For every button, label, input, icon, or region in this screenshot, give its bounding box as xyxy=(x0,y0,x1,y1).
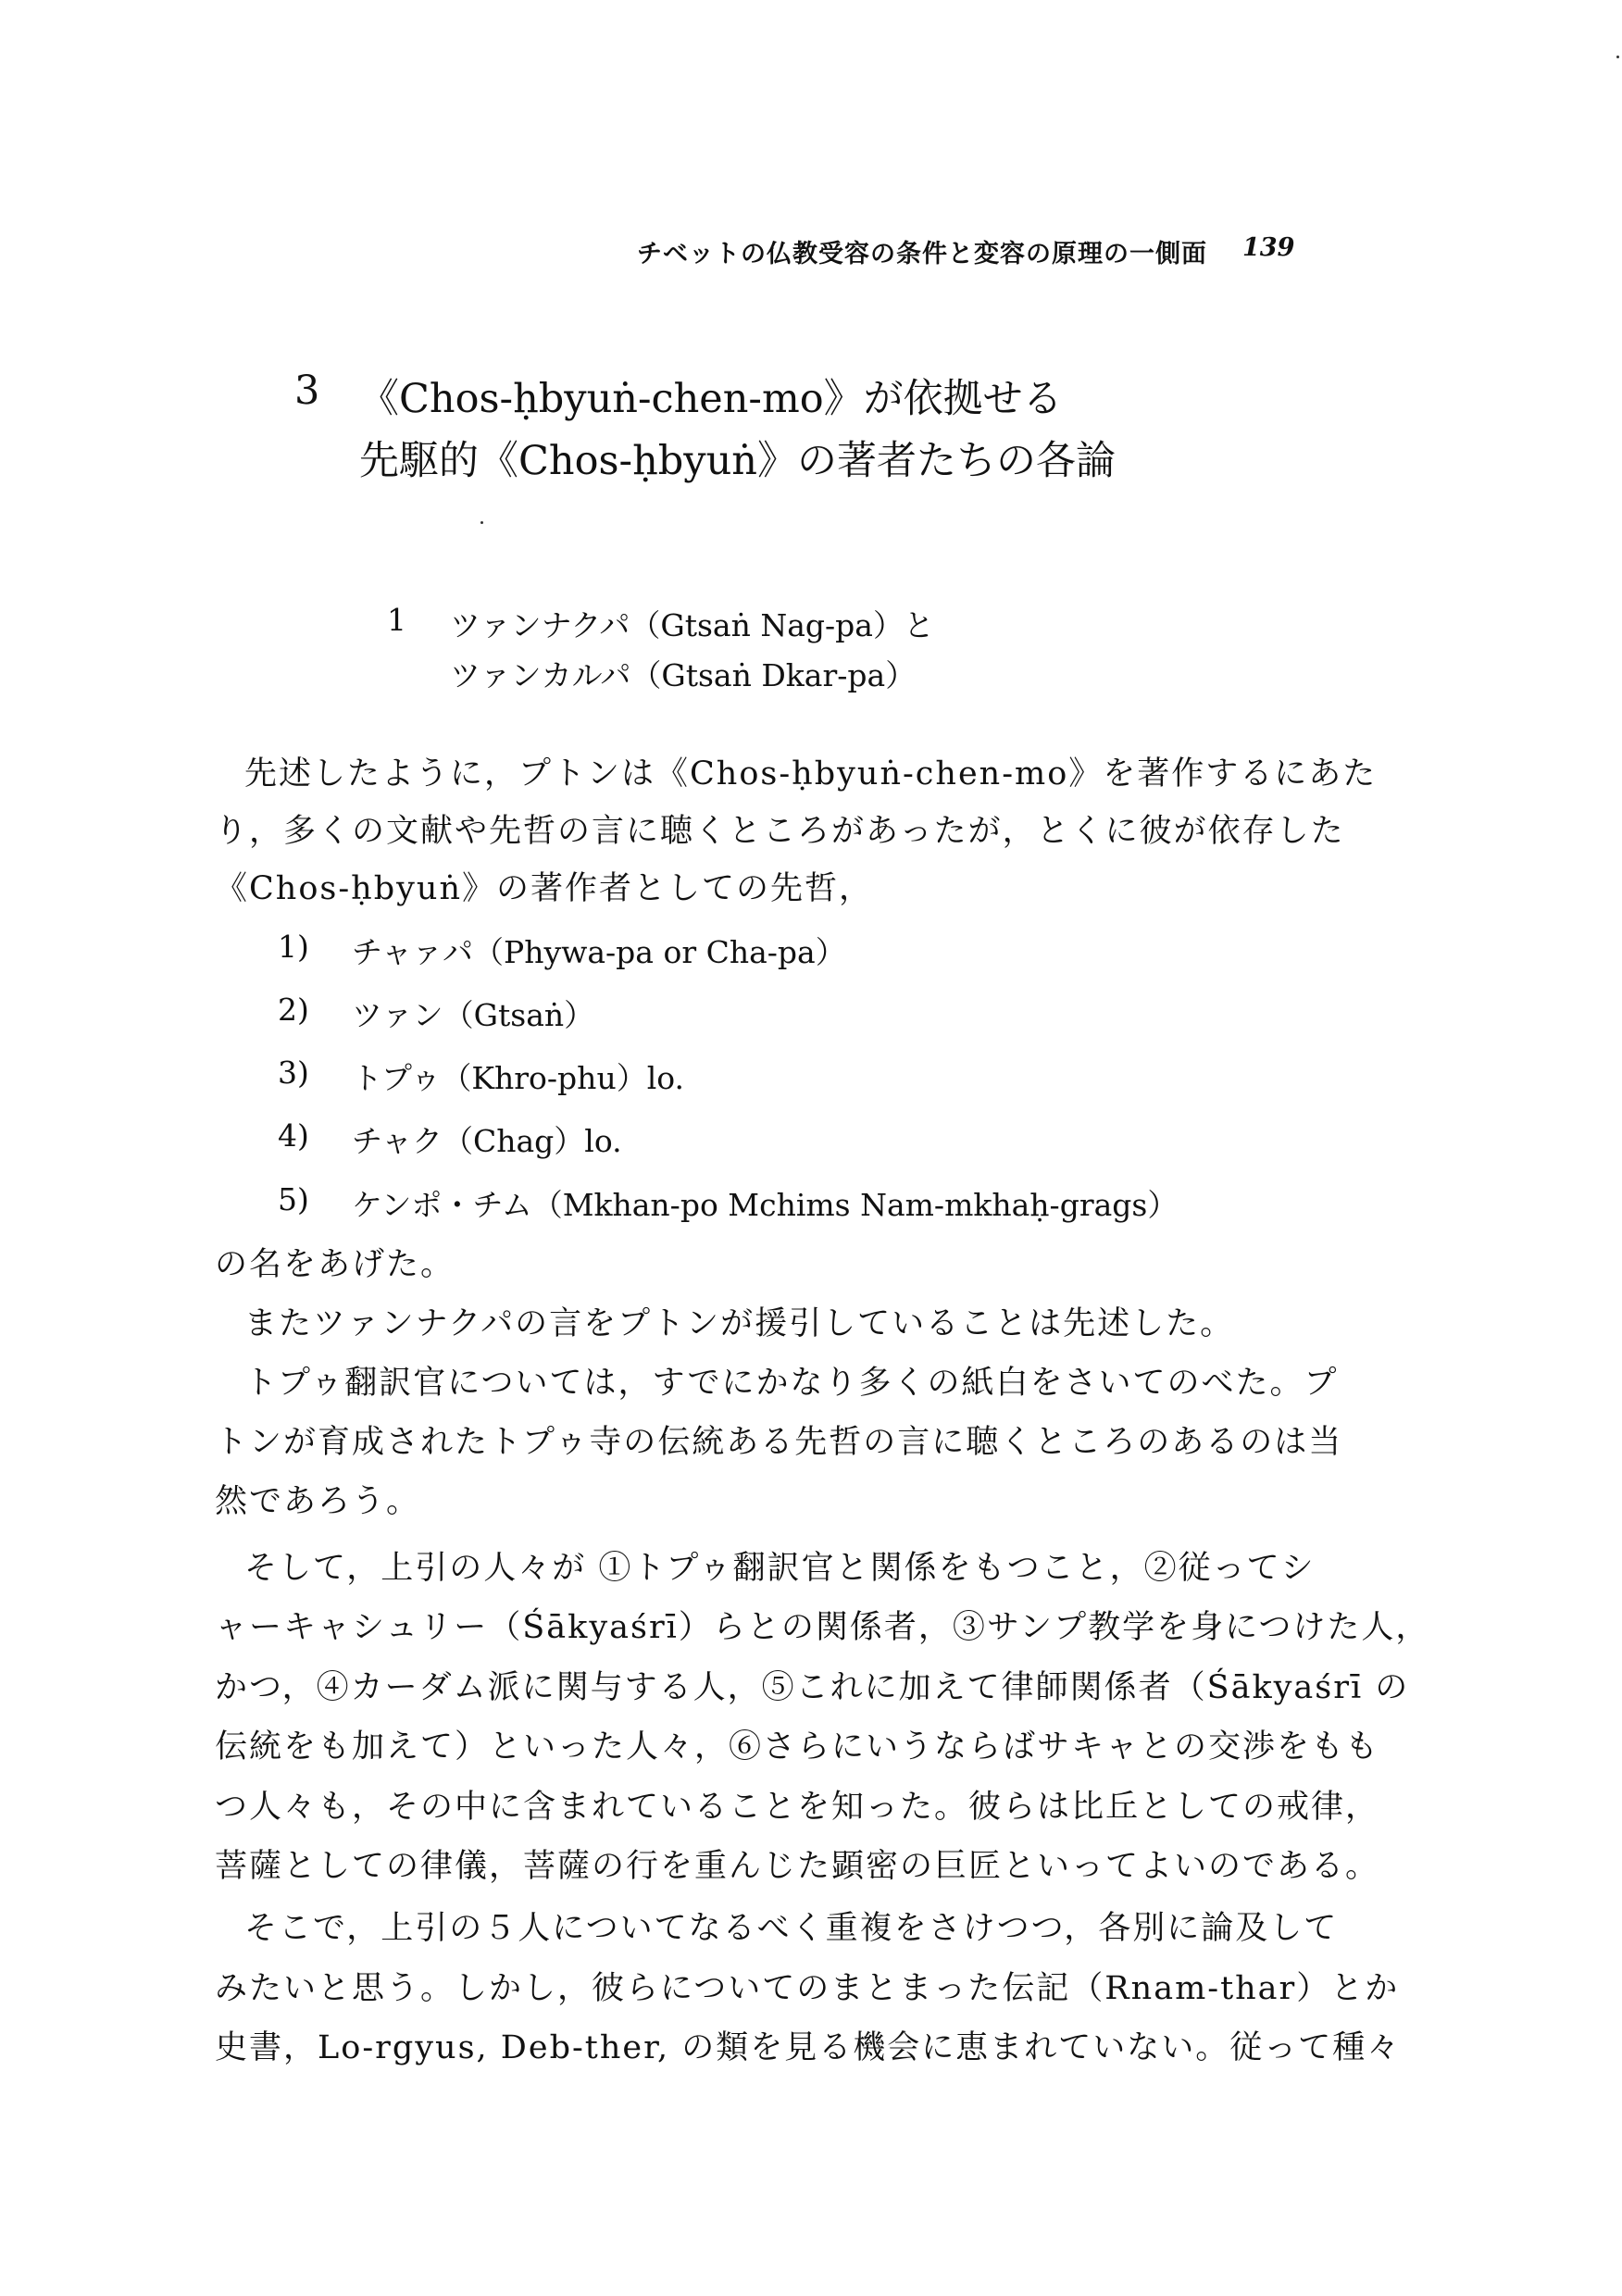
paragraph-line: 史書，Lo-rgyus, Deb-ther, の類を見る機会に恵まれていない。従って種々 xyxy=(215,2029,1402,2066)
paragraph-line: トンが育成されたトプゥ寺の伝統ある先哲の言に聴くところのあるのは当 xyxy=(215,1424,1343,1461)
page-number: 139 xyxy=(1242,233,1295,262)
list-item-number: 5) xyxy=(278,1181,309,1217)
subsection-number: 1 xyxy=(387,602,406,638)
paragraph-line: またツァンナクパの言をプトンが援引していることは先述した。 xyxy=(244,1305,1235,1342)
paragraph-line: の名をあげた。 xyxy=(215,1246,455,1283)
paragraph-line: 先述したように，プトンは《Chos-ḥbyuṅ-chen-mo》を著作するにあた xyxy=(244,755,1378,792)
paragraph-line: 伝統をも加えて）といった人々，⑥さらにいうならばサキャとの交渉をもも xyxy=(215,1728,1380,1766)
paragraph-line: つ人々も，その中に含まれていることを知った。彼らは比丘としての戒律， xyxy=(215,1789,1380,1826)
subsection-title-line1: ツァンナクパ（Gtsaṅ Nag-pa）と xyxy=(450,607,934,643)
list-item: チャァパ（Phywa-pa or Cha-pa） xyxy=(352,934,846,970)
paragraph-line: 然であろう。 xyxy=(215,1483,421,1520)
section-title-line2: 先駆的《Chos-ḥbyuṅ》の著者たちの各論 xyxy=(359,438,1116,484)
print-speck xyxy=(480,521,483,524)
paragraph-line: そして，上引の人々が ①トプゥ翻訳官と関係をもつこと，②従ってシ xyxy=(244,1550,1316,1587)
paragraph-line: かつ，④カーダム派に関与する人，⑤これに加えて律師関係者（Śākyaśrī の xyxy=(215,1669,1410,1706)
list-item-number: 2) xyxy=(278,992,309,1028)
subsection-title-line2: ツァンカルパ（Gtsaṅ Dkar-pa） xyxy=(450,657,917,693)
paragraph-line: みたいと思う。しかし，彼らについてのまとまった伝記（Rnam-thar）とか xyxy=(215,1970,1400,2007)
running-header: チベットの仏教受容の条件と変容の原理の一側面 xyxy=(637,240,1207,268)
paragraph-line: 《Chos-ḥbyuṅ》の著作者としての先哲， xyxy=(215,870,873,907)
print-speck xyxy=(1616,56,1619,58)
list-item-number: 4) xyxy=(278,1117,309,1154)
paragraph-line: り，多くの文献や先哲の言に聴くところがあったが，とくに彼が依存した xyxy=(215,813,1345,850)
section-number: 3 xyxy=(294,368,320,414)
list-item: ケンポ・チム（Mkhan-po Mchims Nam-mkhaḥ-grags） xyxy=(352,1187,1179,1223)
paragraph-line: トプゥ翻訳官については，すでにかなり多くの紙白をさいてのべた。プ xyxy=(244,1365,1339,1402)
paragraph-line: ャーキャシュリー（Śākyaśrī）らとの関係者，③サンプ教学を身につけた人， xyxy=(215,1609,1430,1646)
list-item-number: 3) xyxy=(278,1054,309,1091)
list-item-number: 1) xyxy=(278,929,309,965)
section-title-line1: 《Chos-ḥbyuṅ-chen-mo》が依拠せる xyxy=(359,376,1063,422)
paragraph-line: 菩薩としての律儀，菩薩の行を重んじた顕密の巨匠といってよいのである。 xyxy=(215,1848,1380,1885)
list-item: ツァン（Gtsaṅ） xyxy=(352,997,595,1033)
list-item: トプゥ（Khro-phu）lo. xyxy=(352,1060,685,1096)
list-item: チャク（Chag）lo. xyxy=(352,1123,622,1159)
paragraph-line: そこで，上引の５人についてなるべく重複をさけつつ，各別に論及して xyxy=(244,1910,1339,1947)
